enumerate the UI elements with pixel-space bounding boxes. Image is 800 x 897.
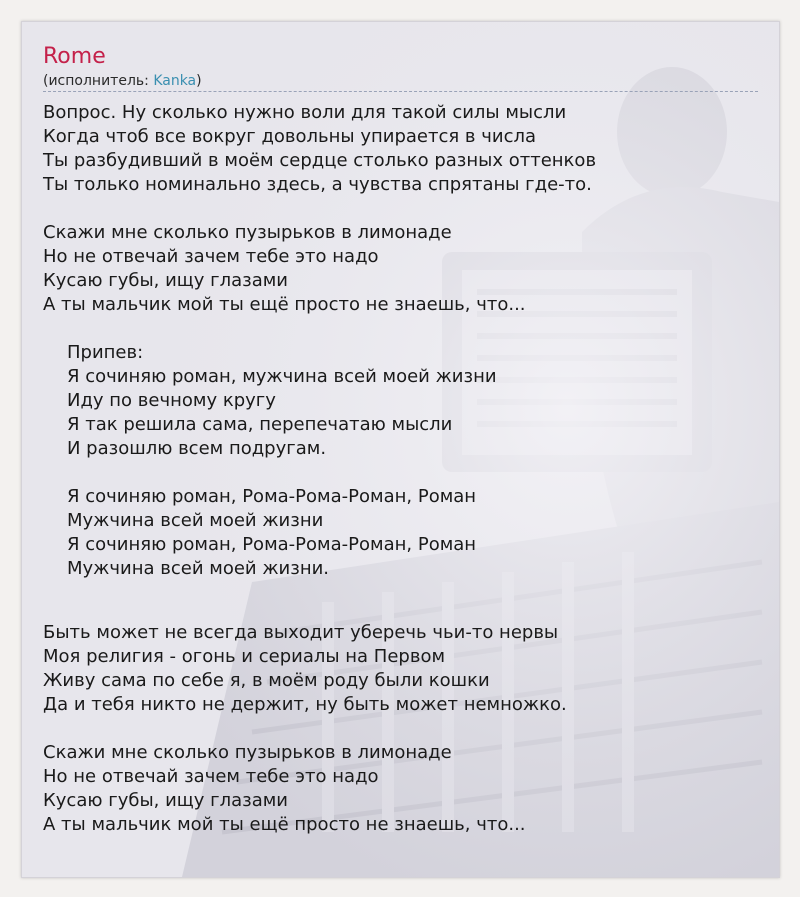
artist-line	[43, 72, 758, 92]
lyric-line: Я сочиняю роман, Рома-Рома-Роман, Роман	[67, 534, 477, 555]
lyrics-content	[43, 42, 758, 837]
chorus-label: Припев:	[67, 342, 144, 363]
lyric-line: Скажи мне сколько пузырьков в лимонаде	[43, 742, 452, 763]
lyrics-text	[43, 101, 758, 837]
lyric-line: Быть может не всегда выходит уберечь чьи-то нервы	[43, 622, 559, 643]
lyric-line: А ты мальчик мой ты ещё просто не знаешь, что...	[43, 294, 526, 315]
lyric-line: Скажи мне сколько пузырьков в лимонаде	[43, 222, 452, 243]
lyric-line: А ты мальчик мой ты ещё просто не знаешь, что...	[43, 814, 526, 835]
lyric-line: Мужчина всей моей жизни.	[67, 558, 330, 579]
lyric-line: Но не отвечай зачем тебе это надо	[43, 246, 379, 267]
lyric-line: Я так решила сама, перепечатаю мысли	[67, 414, 453, 435]
lyric-line: И разошлю всем подругам.	[67, 438, 327, 459]
song-title: Rome	[43, 44, 106, 69]
artist-suffix: )	[196, 73, 202, 89]
lyric-line: Иду по вечному кругу	[67, 390, 276, 411]
lyric-line: Ты только номинально здесь, а чувства спрятаны где-то.	[43, 174, 592, 195]
lyric-line: Но не отвечай зачем тебе это надо	[43, 766, 379, 787]
artist-prefix: (исполнитель:	[43, 73, 154, 89]
lyric-line: Я сочиняю роман, мужчина всей моей жизни	[67, 366, 497, 387]
lyric-line: Моя религия - огонь и сериалы на Первом	[43, 646, 446, 667]
lyrics-card	[21, 21, 780, 878]
lyric-line: Мужчина всей моей жизни	[67, 510, 324, 531]
lyric-line: Я сочиняю роман, Рома-Рома-Роман, Роман	[67, 486, 477, 507]
lyric-line: Кусаю губы, ищу глазами	[43, 270, 288, 291]
lyric-line: Вопрос. Ну сколько нужно воли для такой силы мысли	[43, 102, 567, 123]
lyric-line: Когда чтоб все вокруг довольны упирается в числа	[43, 126, 537, 147]
lyric-line: Да и тебя никто не держит, ну быть может немножко.	[43, 694, 567, 715]
artist-link[interactable]: Kanka	[153, 73, 197, 89]
lyric-line: Кусаю губы, ищу глазами	[43, 790, 288, 811]
lyric-line: Ты разбудивший в моём сердце столько разных оттенков	[43, 150, 597, 171]
lyric-line: Живу сама по себе я, в моём роду были кошки	[43, 670, 490, 691]
